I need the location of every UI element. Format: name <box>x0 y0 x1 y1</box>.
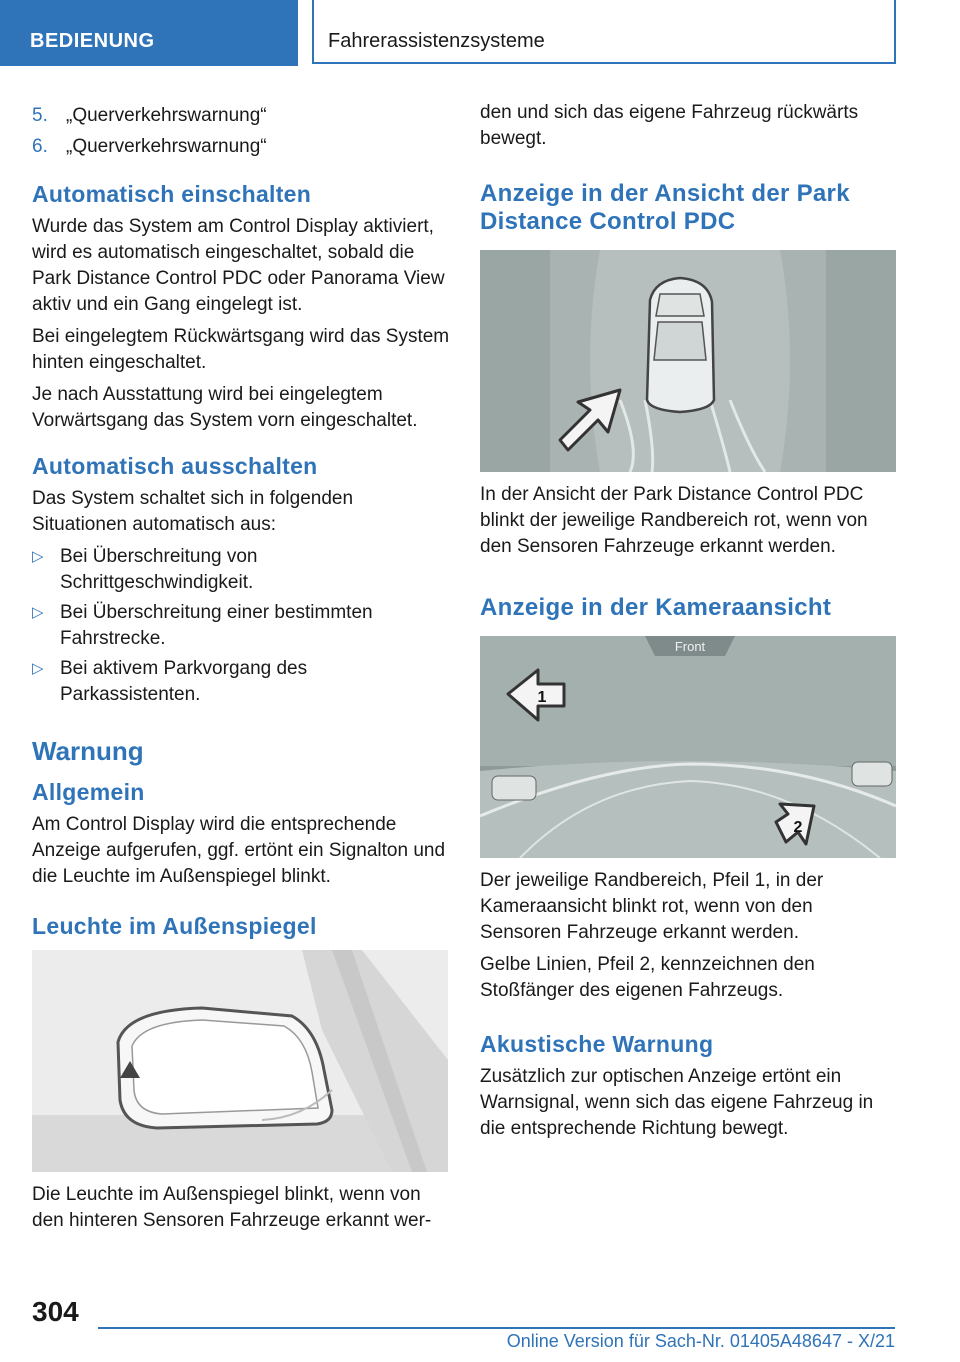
heading-warnung: Warnung <box>32 736 144 766</box>
item-text: „Querverkehrswarnung“ <box>66 105 267 126</box>
mirror-image <box>32 950 448 1172</box>
paragraph: Gelbe Linien, Pfeil 2, kennzeichnen den Stoßfänger des eigenen Fahrzeugs. <box>480 954 815 1001</box>
heading-allgemein: Allgemein <box>32 779 145 805</box>
bullet-item <box>32 656 450 708</box>
heading-akustisch: Akustische Warnung <box>480 1031 714 1057</box>
page-header <box>0 0 960 66</box>
item-text: „Querverkehrswarnung“ <box>66 136 267 157</box>
triangle-bullet-icon: ▷ <box>32 548 44 565</box>
heading-leuchte: Leuchte im Außenspiegel <box>32 913 317 939</box>
bullet-text: Bei aktivem Parkvorgang des Parkassistenten. <box>60 658 308 705</box>
arrow-2-label: 2 <box>793 819 803 836</box>
paragraph: In der Ansicht der Park Distance Control PDC blinkt der jeweilige Randbereich rot, wenn von den Sensoren Fahrzeuge erkannt werden. <box>480 484 868 557</box>
paragraph: Die Leuchte im Außenspiegel blinkt, wenn von den hinteren Sensoren Fahrzeuge erkannt wer- <box>32 1184 432 1231</box>
paragraph: den und sich das eigene Fahrzeug rückwärts bewegt. <box>480 102 859 149</box>
pdc-view-image <box>480 250 896 472</box>
item-number: 5. <box>32 105 48 126</box>
item-number: 6. <box>32 136 48 157</box>
list-item <box>32 100 450 131</box>
paragraph: Wurde das System am Control Display aktiviert, wird es automatisch eingeschaltet, sobald die Park Distance Control PDC oder Panorama View aktiv und ein Gang eingelegt ist. <box>32 216 445 315</box>
triangle-bullet-icon: ▷ <box>32 604 44 621</box>
paragraph: Je nach Ausstattung wird bei eingelegtem Vorwärtsgang das System vorn eingeschaltet. <box>32 384 418 431</box>
section-label: BEDIENUNG <box>0 0 298 66</box>
camera-view-image <box>480 636 896 858</box>
heading-kamera: Anzeige in der Kameraansicht <box>480 594 832 621</box>
left-column <box>32 100 450 1240</box>
paragraph: Das System schaltet sich in folgenden Situationen automatisch aus: <box>32 488 354 535</box>
paragraph: Der jeweilige Randbereich, Pfeil 1, in der Kameraansicht blinkt rot, wenn von den Sensoren Fahrzeuge erkannt werden. <box>480 870 824 943</box>
heading-auto-on: Automatisch einschalten <box>32 181 312 207</box>
right-column <box>480 100 898 1148</box>
bullet-item <box>32 600 450 652</box>
footer-version: Online Version für Sach-Nr. 01405A48647 - X/21 <box>506 1331 895 1351</box>
paragraph: Am Control Display wird die entsprechende Anzeige aufgerufen, ggf. ertönt ein Signalton und die Leuchte im Außenspiegel blinkt. <box>32 814 446 887</box>
heading-pdc: Anzeige in der Ansicht der Park Distance Control PDC <box>480 180 850 235</box>
paragraph: Zusätzlich zur optischen Anzeige ertönt ein Warnsignal, wenn sich das eigene Fahrzeug in die entsprechende Richtung bewegt. <box>480 1066 874 1139</box>
triangle-bullet-icon: ▷ <box>32 660 44 677</box>
list-item <box>32 131 450 162</box>
paragraph: Bei eingelegtem Rückwärtsgang wird das System hinten eingeschaltet. <box>32 326 450 373</box>
chapter-title: Fahrerassistenzsysteme <box>312 0 896 64</box>
bullet-item <box>32 544 450 596</box>
footer-divider <box>98 1327 895 1329</box>
bullet-text: Bei Überschreitung von Schrittgeschwindigkeit. <box>60 546 258 593</box>
bullet-text: Bei Überschreitung einer bestimmten Fahrstrecke. <box>60 602 373 649</box>
front-label: Front <box>674 639 706 654</box>
arrow-1-label: 1 <box>537 689 547 706</box>
heading-auto-off: Automatisch ausschalten <box>32 453 318 479</box>
bullet-list <box>32 544 450 708</box>
page-number: 304 <box>32 1296 79 1327</box>
